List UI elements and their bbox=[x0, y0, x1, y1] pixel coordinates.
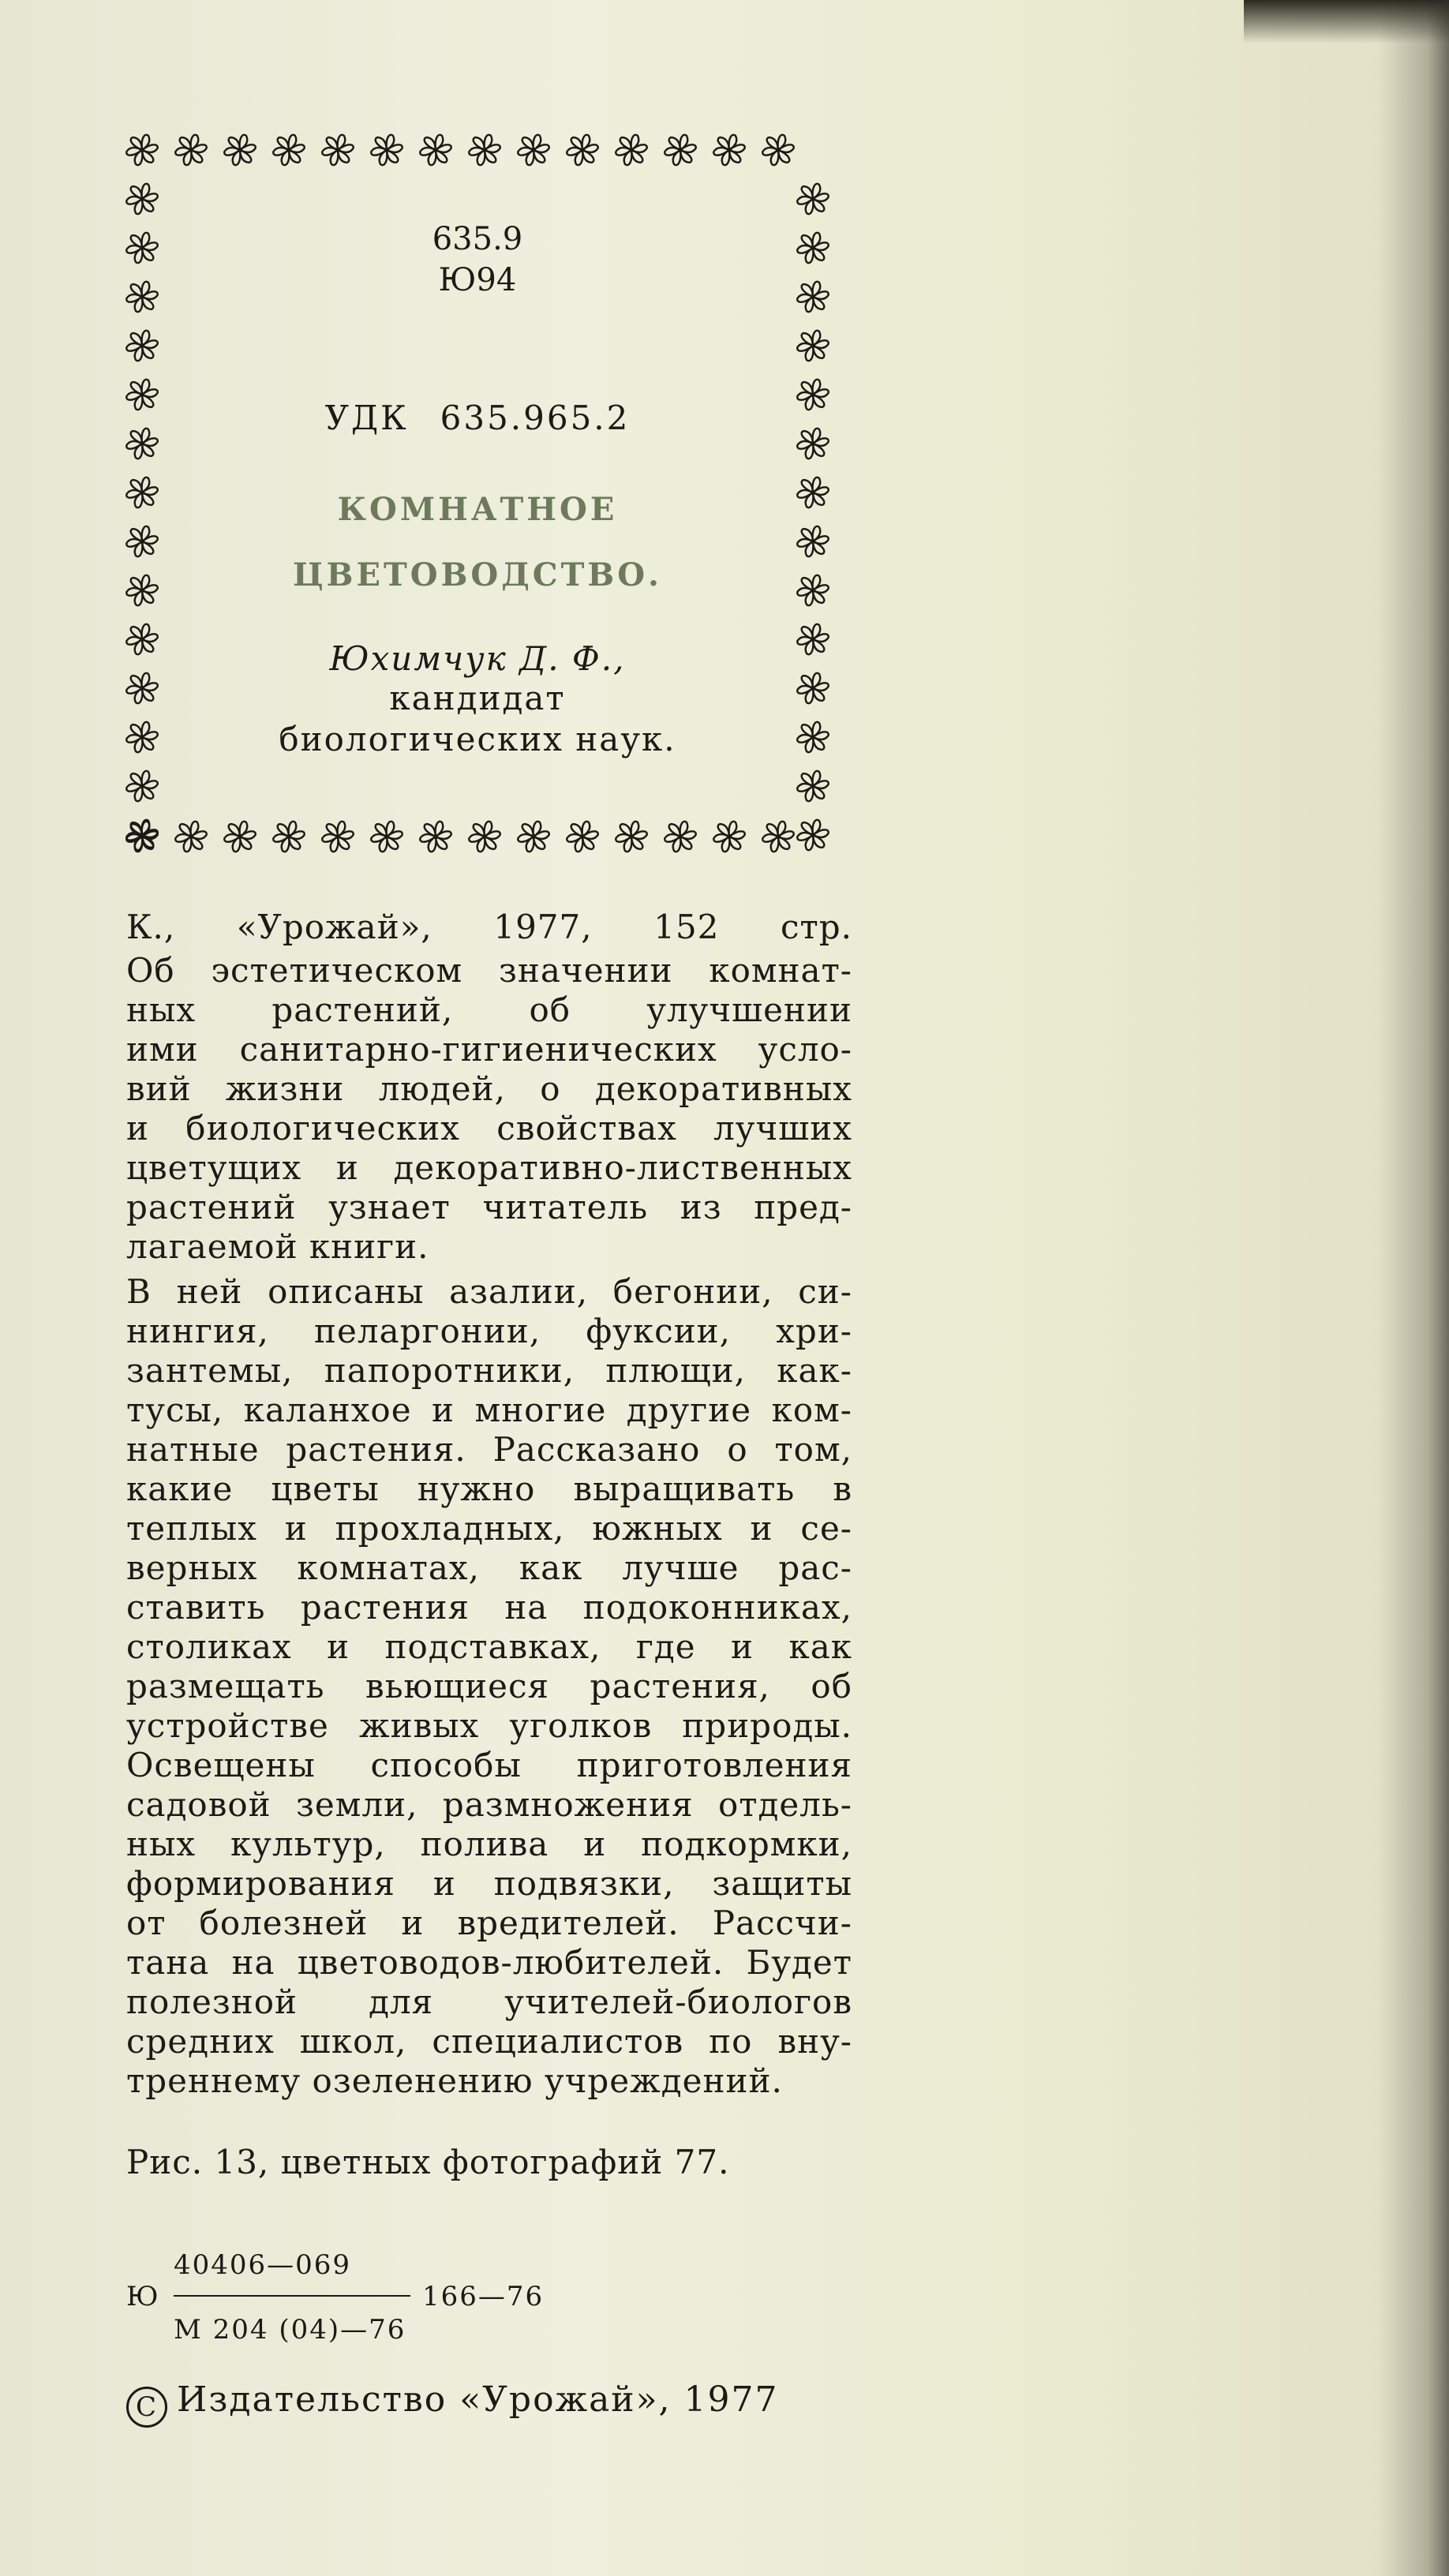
annotation-paragraph-1 bbox=[126, 951, 852, 1267]
annotation-line: верных комнатах, как лучше рас- bbox=[126, 1548, 852, 1587]
annotation-line: средних школ, специалистов по вну- bbox=[126, 2022, 852, 2061]
cipher-denominator: М 204 (04)—76 bbox=[174, 2314, 406, 2346]
annotation-line: полезной для учителей-биологов bbox=[126, 1983, 852, 2021]
annotation-line: тана на цветоводов-любителей. Будет bbox=[126, 1943, 852, 1982]
annotation-line: и биологических свойствах лучших bbox=[126, 1109, 852, 1148]
page-edge-shadow bbox=[1378, 0, 1449, 2576]
publication-info: К., «Урожай», 1977, 152 стр. bbox=[126, 908, 852, 946]
annotation-line: треннему озеленению учреждений. bbox=[126, 2061, 783, 2100]
annotation-line: ных культур, полива и подкормки, bbox=[126, 1825, 852, 1863]
catalog-card bbox=[118, 126, 837, 860]
cipher-numerator: 40406—069 bbox=[174, 2249, 352, 2281]
udk-code: 635.965.2 bbox=[440, 399, 631, 437]
annotation-line: формирования и подвязки, защиты bbox=[126, 1864, 852, 1903]
copyright-icon: C bbox=[126, 2387, 167, 2428]
classification-code: 635.9 bbox=[432, 221, 523, 257]
annotation-line: размещать вьющиеся растения, об bbox=[126, 1667, 852, 1705]
cipher-letter: Ю bbox=[126, 2281, 160, 2312]
udk-line bbox=[118, 399, 837, 437]
annotation-line: вий жизни людей, о декоративных bbox=[126, 1069, 852, 1108]
cipher-fraction-line bbox=[174, 2295, 410, 2297]
cipher-suffix: 166—76 bbox=[422, 2281, 545, 2312]
author-degree-line1: кандидат bbox=[389, 679, 566, 717]
annotation-line: Об эстетическом значении комнат- bbox=[126, 951, 852, 990]
annotation-line: ных растений, об улучшении bbox=[126, 990, 852, 1029]
annotation-line: Освещены способы приготовления bbox=[126, 1746, 852, 1784]
annotation-line: теплых и прохладных, южных и се- bbox=[126, 1509, 852, 1548]
author-mark: Ю94 bbox=[438, 262, 517, 298]
illustrations-count: Рис. 13, цветных фотографий 77. bbox=[126, 2143, 730, 2181]
book-title-line1: КОМНАТНОЕ bbox=[337, 491, 618, 528]
author-name: Юхимчук Д. Ф., bbox=[329, 639, 626, 678]
book-title-line2: ЦВЕТОВОДСТВО. bbox=[293, 556, 662, 593]
annotation-line: какие цветы нужно выращивать в bbox=[126, 1470, 852, 1508]
author-degree-line2: биологических наук. bbox=[279, 720, 676, 758]
annotation-line: ими санитарно-гигиенических усло- bbox=[126, 1030, 852, 1069]
copyright-text: Издательство «Урожай», 1977 bbox=[177, 2379, 779, 2420]
annotation-line: ставить растения на подоконниках, bbox=[126, 1588, 852, 1627]
annotation-line: лагаемой книги. bbox=[126, 1227, 429, 1266]
annotation-line: цветущих и декоративно-лиственных bbox=[126, 1148, 852, 1187]
annotation-line: садовой земли, размножения отдель- bbox=[126, 1785, 852, 1824]
annotation-line: В ней описаны азалии, бегонии, си- bbox=[126, 1272, 852, 1311]
udk-label: УДК bbox=[324, 399, 409, 437]
annotation-paragraph-2 bbox=[126, 1272, 852, 2101]
annotation-line: растений узнает читатель из пред- bbox=[126, 1188, 852, 1226]
annotation-line: устройстве живых уголков природы. bbox=[126, 1706, 852, 1745]
annotation-line: от болезней и вредителей. Рассчи- bbox=[126, 1904, 852, 1942]
copyright-line bbox=[126, 2379, 779, 2428]
annotation-line: тусы, каланхое и многие другие ком- bbox=[126, 1391, 852, 1429]
annotation-line: нингия, пеларгонии, фуксии, хри- bbox=[126, 1312, 852, 1350]
annotation-line: столиках и подставках, где и как bbox=[126, 1627, 852, 1666]
top-corner-shadow bbox=[1244, 0, 1449, 43]
annotation-line: зантемы, папоротники, плющи, как- bbox=[126, 1351, 852, 1390]
annotation-line: натные растения. Рассказано о том, bbox=[126, 1430, 852, 1469]
